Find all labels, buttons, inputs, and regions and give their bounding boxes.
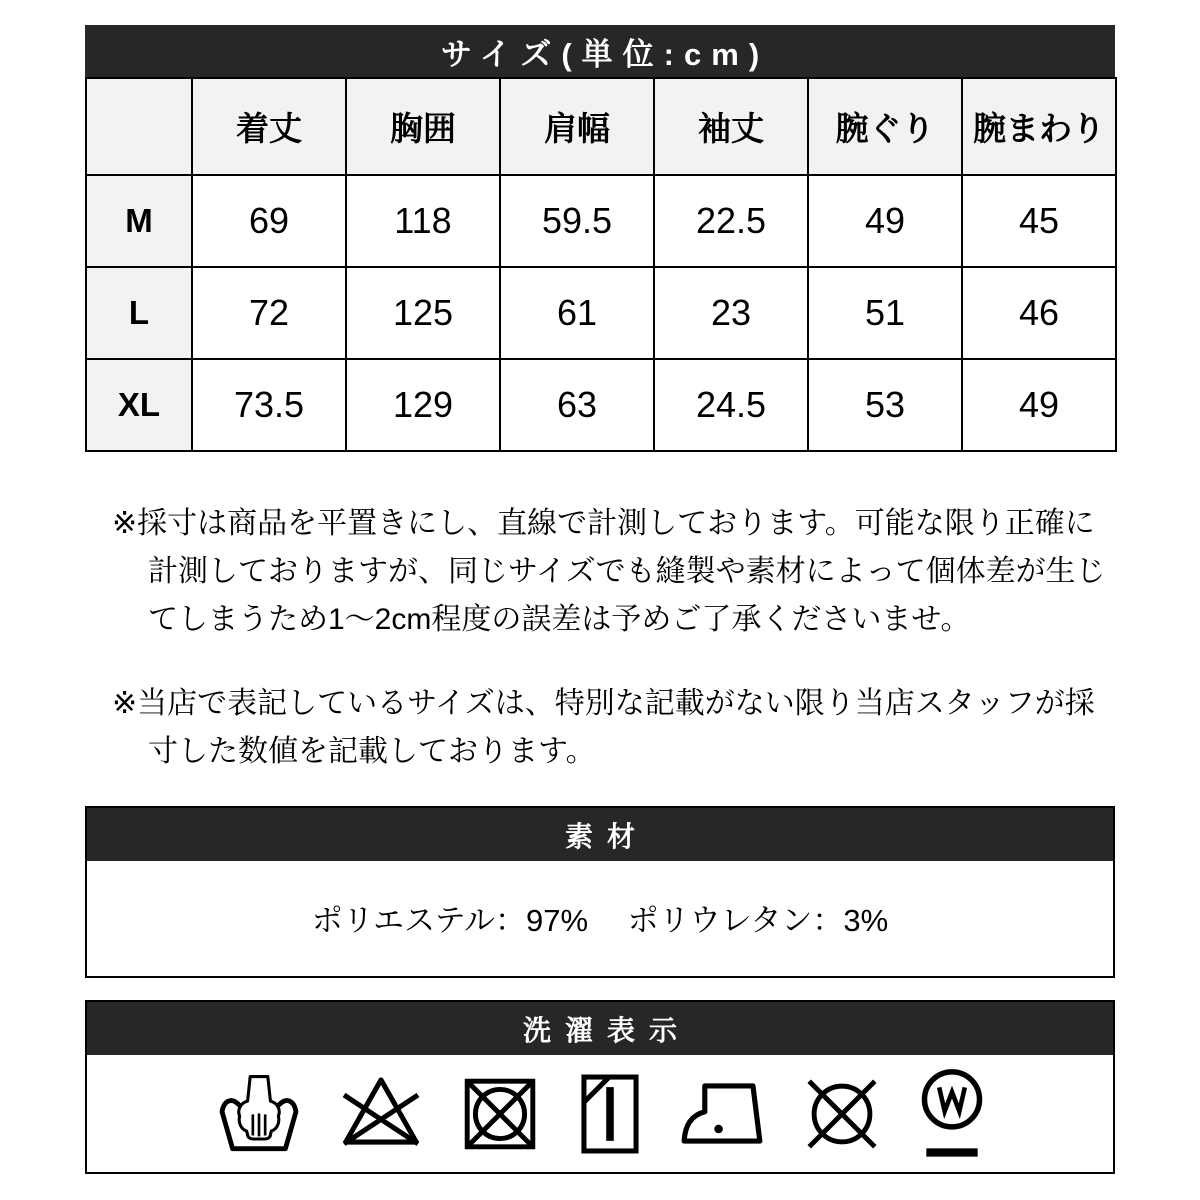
column-header: 胸囲 <box>346 78 500 175</box>
size-row-label: L <box>86 267 192 359</box>
size-row-m <box>86 175 1116 267</box>
size-section <box>85 25 1115 452</box>
hand-wash-icon <box>215 1073 303 1154</box>
note-line: 計測しておりますが、同じサイズでも縫製や素材によって個体差が生じ <box>148 555 1106 588</box>
size-value-cell: 51 <box>808 267 962 359</box>
size-row-xl <box>86 359 1116 451</box>
size-row-l <box>86 267 1116 359</box>
size-row-label: M <box>86 175 192 267</box>
size-value-cell: 73.5 <box>192 359 346 451</box>
staff-measurement-note <box>112 680 1112 776</box>
material-section <box>85 806 1115 978</box>
wet-cleaning-icon <box>919 1068 985 1160</box>
note-line: ※当店で表記しているサイズは、特別な記載がない限り当店スタッフが採 <box>112 687 1095 720</box>
size-value-cell: 46 <box>962 267 1116 359</box>
do-not-tumble-dry-icon <box>459 1073 541 1155</box>
material-section-title: 素材 <box>87 808 1113 861</box>
column-header: 腕ぐり <box>808 78 962 175</box>
size-table-corner-cell <box>86 78 192 175</box>
size-value-cell: 22.5 <box>654 175 808 267</box>
size-value-cell: 129 <box>346 359 500 451</box>
size-table <box>85 77 1117 452</box>
measurement-note <box>112 500 1112 644</box>
size-value-cell: 45 <box>962 175 1116 267</box>
column-header: 肩幅 <box>500 78 654 175</box>
do-not-bleach-icon <box>339 1073 423 1154</box>
laundry-section <box>85 1000 1115 1174</box>
size-value-cell: 125 <box>346 267 500 359</box>
size-table-header-row <box>86 78 1116 175</box>
laundry-section-title: 洗濯表示 <box>87 1002 1113 1055</box>
note-line: ※採寸は商品を平置きにし、直線で計測しております。可能な限り正確に <box>112 507 1095 540</box>
size-value-cell: 69 <box>192 175 346 267</box>
laundry-symbols-row <box>87 1055 1113 1170</box>
material-composition: ポリエステル：97% ポリウレタン：3% <box>311 903 889 938</box>
size-value-cell: 118 <box>346 175 500 267</box>
size-row-label: XL <box>86 359 192 451</box>
column-header: 腕まわり <box>962 78 1116 175</box>
size-value-cell: 61 <box>500 267 654 359</box>
size-value-cell: 59.5 <box>500 175 654 267</box>
size-value-cell: 23 <box>654 267 808 359</box>
size-value-cell: 63 <box>500 359 654 451</box>
column-header: 着丈 <box>192 78 346 175</box>
line-dry-in-shade-icon <box>577 1072 643 1156</box>
size-value-cell: 24.5 <box>654 359 808 451</box>
size-section-title: サイズ(単位:cm) <box>85 25 1115 77</box>
note-line: てしまうため1〜2cm程度の誤差は予めご了承くださいませ。 <box>148 603 971 636</box>
size-value-cell: 72 <box>192 267 346 359</box>
size-value-cell: 49 <box>808 175 962 267</box>
size-value-cell: 53 <box>808 359 962 451</box>
do-not-dry-clean-icon <box>801 1073 883 1155</box>
note-line: 寸した数値を記載しております。 <box>148 735 596 768</box>
column-header: 袖丈 <box>654 78 808 175</box>
iron-low-heat-icon <box>679 1079 765 1148</box>
size-value-cell: 49 <box>962 359 1116 451</box>
